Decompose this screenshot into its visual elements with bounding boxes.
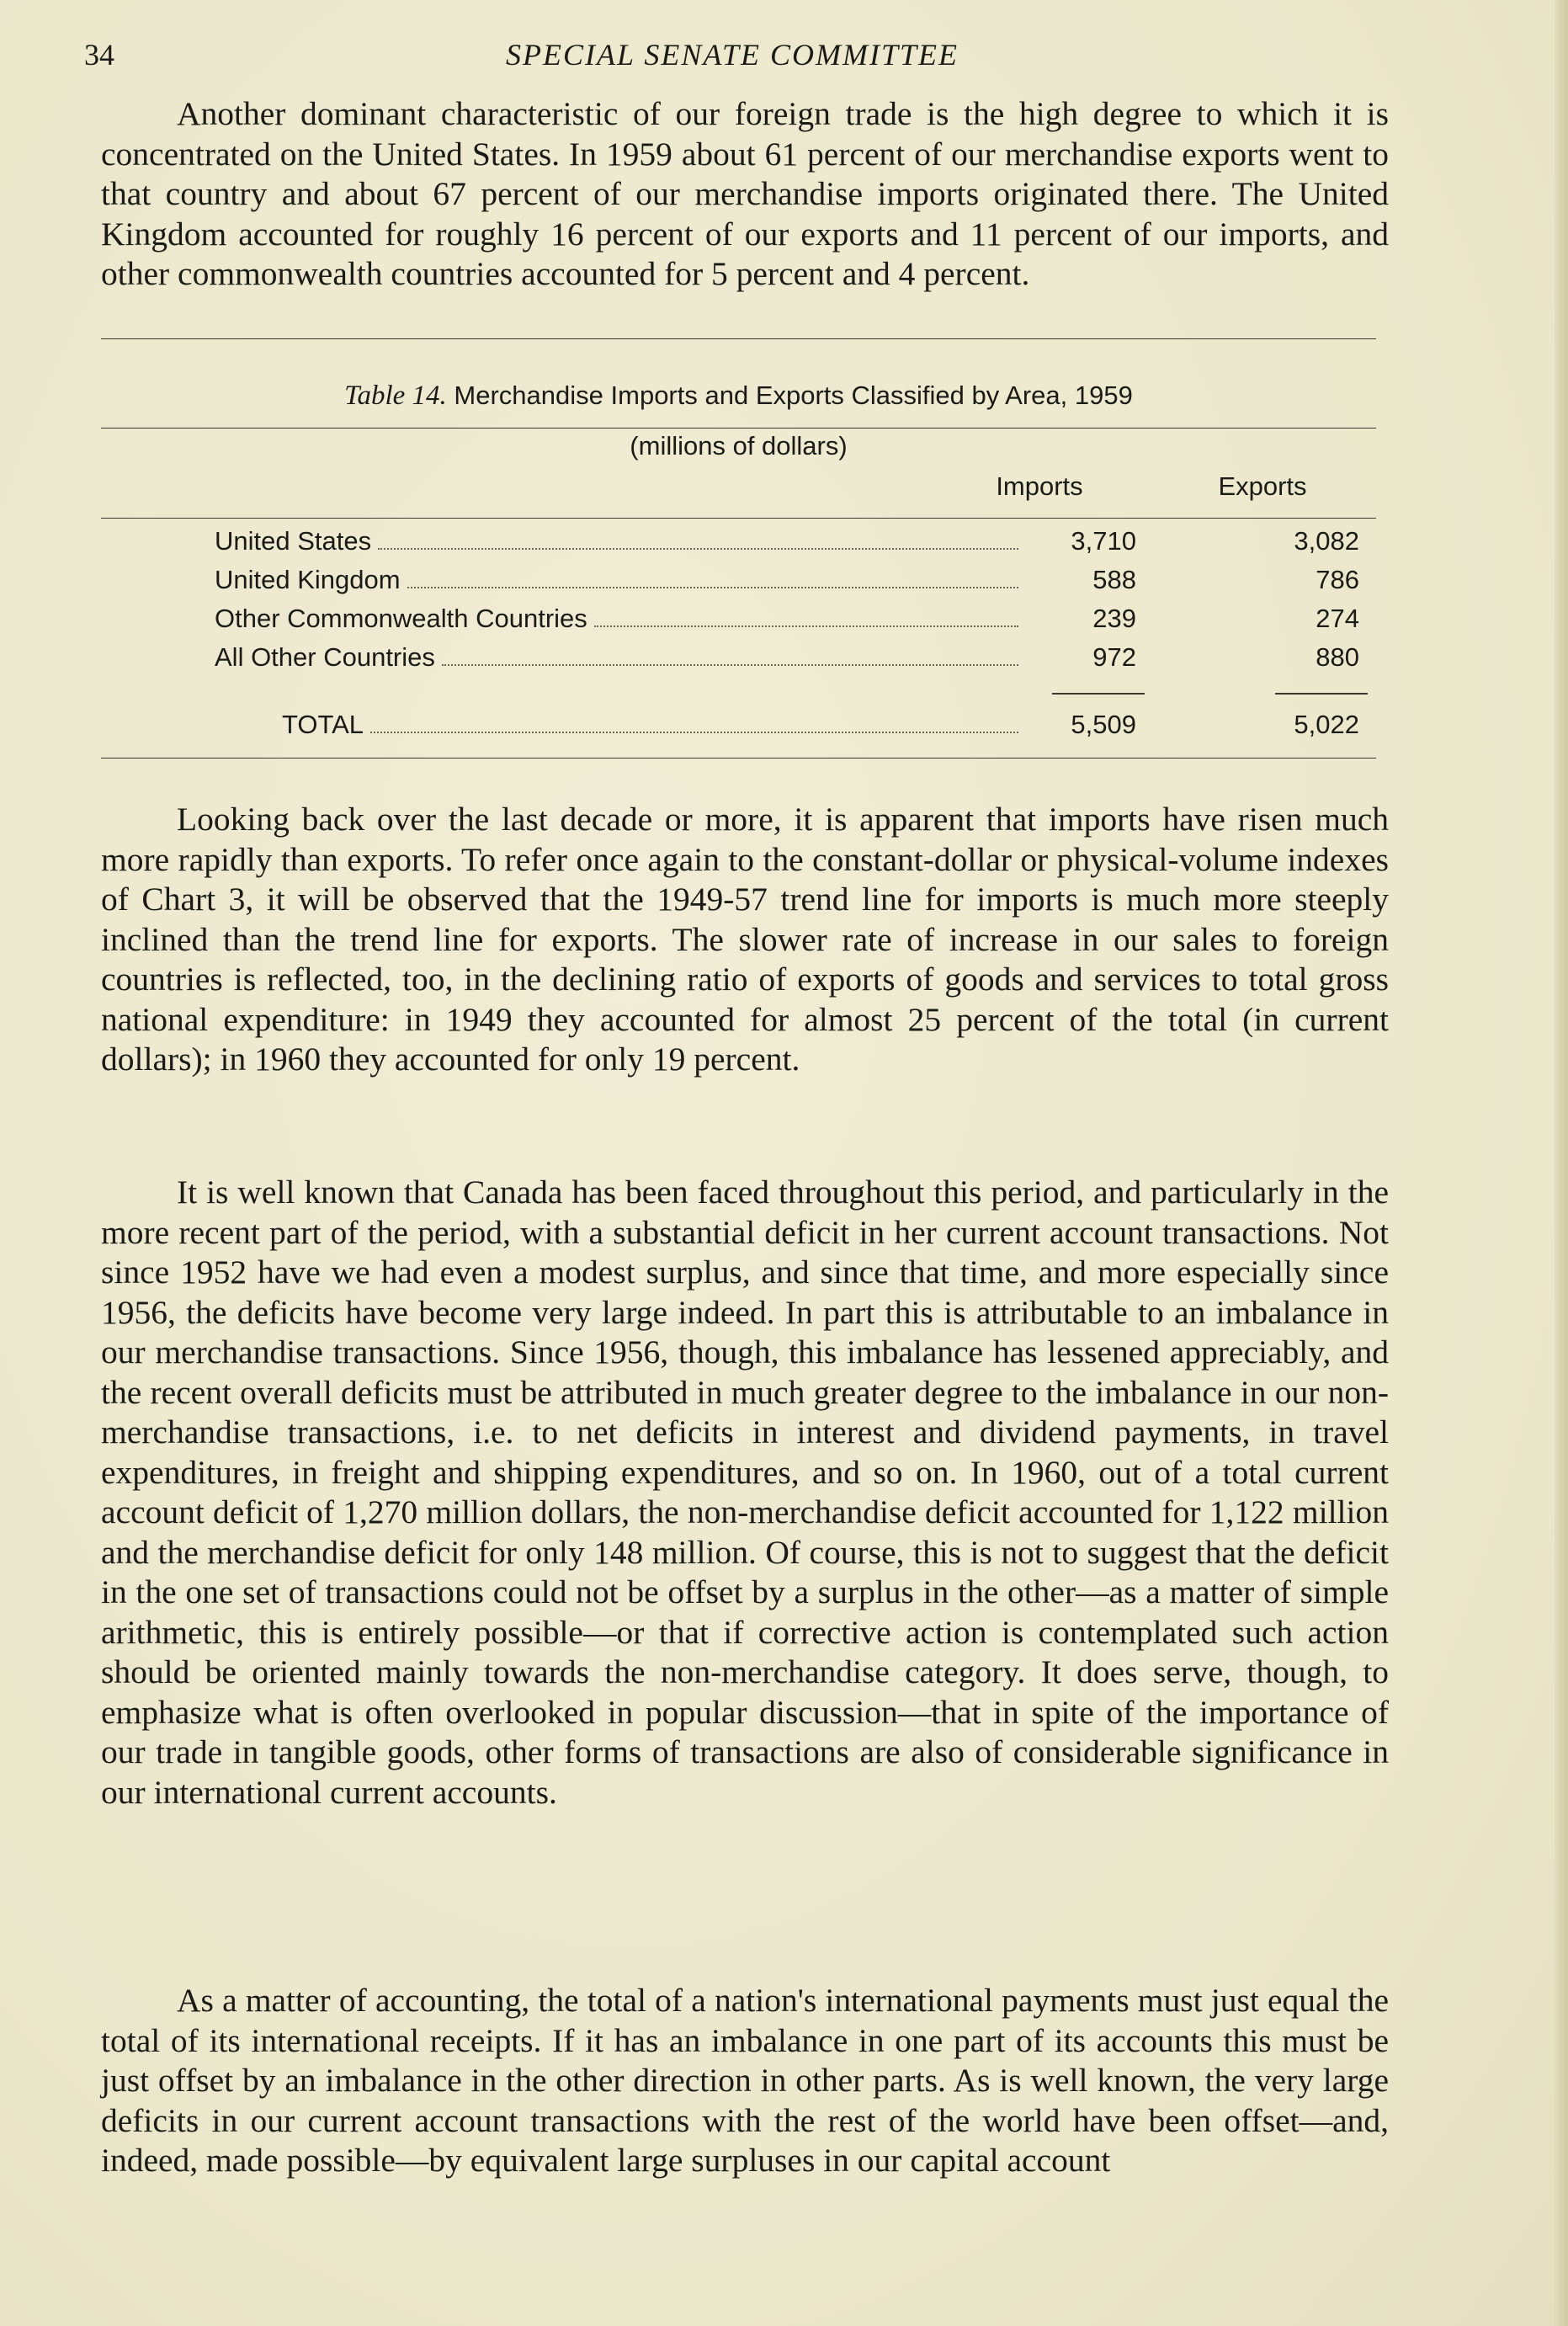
table-units: (millions of dollars) [630,431,848,460]
imports-sum-line [1052,693,1145,695]
header-rule [101,518,1376,519]
paragraph-text: It is well known that Canada has been faced throughout this period, and particularly in the more recent part of the period, with a substantial deficit in her current account transactions. Not since 1952 have we had even a modest surplus, and since that time, and more especially since 1956, the deficits have become very large indeed. In part this is attributable to an imbalance in our merchandise transactions. Since 1956, though, this imbalance has lessened appreciably, and the recent overall deficits must be attributed in much greater degree to the imbalance in our non-merchandise transactions, i.e. to net deficits in interest and dividend payments, in travel expenditures, in freight and shipping expenditures, and so on. In 1960, out of a total current account deficit of 1,270 million dollars, the non-merchandise deficit accounted for 1,122 million and the merchandise deficit for only 148 million. Of course, this is not to suggest that the deficit in the one set of transactions could not be offset by a surplus in the other—as a matter of simple arithmetic, this is entirely possible—or that if corrective action is contemplated such action should be oriented mainly towards the non-merchandise category. It does serve, though, to emphasize what is often overlooked in popular discussion—that in spite of the importance of our trade in tangible goods, other forms of transactions are also of considerable significance in our international current accounts. [101,1174,1389,1811]
row-exports: 3,082 [1294,526,1359,556]
paragraph-text: Looking back over the last decade or more, it is apparent that imports have risen much more rapidly than exports. To refer once again to the constant-dollar or physical-volume indexes of Chart 3, it will be observed that the 1949-57 trend line for imports is much more steeply inclined than the trend line for exports. The slower rate of increase in our sales to foreign countries is reflected, too, in the declining ratio of exports of goods and services to total gross national expenditure: in 1949 they accounted for almost 25 percent of the total (in current dollars); in 1960 they accounted for only 19 percent. [101,801,1389,1078]
paragraph-2 [101,800,1389,1080]
paragraph-4 [101,1981,1389,2181]
total-label: TOTAL [282,710,364,739]
row-area: All Other Countries [215,642,435,672]
total-imports: 5,509 [1071,710,1136,739]
table-caption [101,381,1376,412]
row-area: Other Commonwealth Countries [215,604,587,633]
row-area: United States [215,526,372,556]
page-header [84,37,1380,79]
row-imports: 972 [1092,642,1136,672]
paragraph-3 [101,1173,1389,1812]
paragraph-text: As a matter of accounting, the total of a nation's international payments must just equal the total of its international receipts. If it has an imbalance in one part of its accounts this must be just offset by an imbalance in the other direction in other parts. As is well known, the very large deficits in our current account transactions with the rest of the world have been offset—and, indeed, made possible—by equivalent large surpluses in our capital account [101,1982,1389,2179]
row-exports: 274 [1316,604,1359,633]
row-imports: 3,710 [1071,526,1136,556]
exports-sum-line [1275,693,1368,695]
row-exports: 786 [1316,565,1359,594]
table-row [101,604,1376,637]
page-number: 34 [84,38,114,72]
column-header-imports: Imports [996,471,1083,501]
total-row [101,710,1376,743]
row-area: United Kingdom [215,565,401,594]
page-edge [1555,0,1568,2326]
table-row [101,565,1376,599]
row-exports: 880 [1316,642,1359,672]
table-row [101,526,1376,560]
column-header-exports: Exports [1218,471,1307,501]
table-top-rule [101,338,1376,339]
running-head: SPECIAL SENATE COMMITTEE [505,38,959,72]
paragraph-text: Another dominant characteristic of our foreign trade is the high degree to which it is concentrated on the United States. In 1959 about 61 percent of our merchandise exports went to that country and about 67 percent of our merchandise imports originated there. The United Kingdom accounted for roughly 16 percent of our exports and 11 percent of our imports, and other commonwealth countries accounted for 5 percent and 4 percent. [101,95,1389,292]
paragraph-1 [101,94,1389,295]
table-title: Merchandise Imports and Exports Classified by Area, 1959 [454,381,1133,410]
row-imports: 588 [1092,565,1136,594]
total-exports: 5,022 [1294,710,1359,739]
table-row [101,642,1376,676]
table-label: Table 14. [344,381,447,411]
row-imports: 239 [1092,604,1136,633]
